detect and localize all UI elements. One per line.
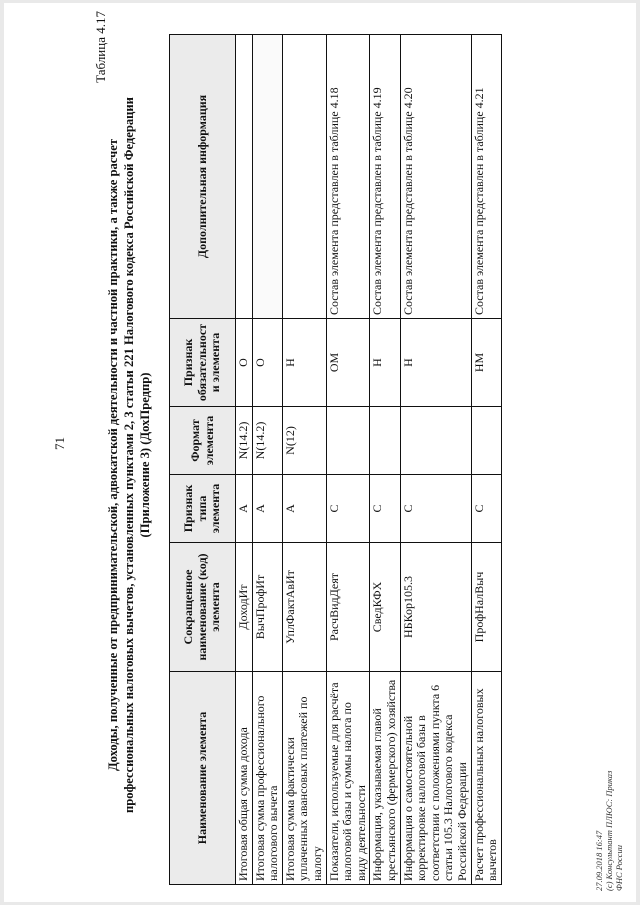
table-header-row: [170, 35, 236, 885]
cell-code: ВычПрофИт: [252, 543, 282, 672]
cell-type: С: [471, 475, 501, 543]
rotated-content: [93, 11, 613, 895]
cell-name: Информация, указываемая главой крестьянского (фермерского) хозяйства: [370, 672, 400, 885]
cell-code: СведКФХ: [370, 543, 400, 672]
page-number: 71: [52, 437, 67, 450]
heading-line-1: Доходы, полученные от предпринимательской, адвокатской деятельности и частной практики, а также расчет: [106, 138, 120, 772]
table-row: [236, 35, 253, 885]
cell-info: [252, 35, 282, 319]
cell-format: N(14.2): [236, 407, 253, 475]
stamp-line-1: 27.09.2018 16:47: [594, 830, 604, 891]
cell-required: Н: [370, 319, 400, 407]
cell-name: Показатели, используемые для расчёта налоговой базы и суммы налога по виду деятельности: [326, 672, 370, 885]
cell-code: ПрофНалВыч: [471, 543, 501, 672]
cell-info: Состав элемента представлен в таблице 4.20: [400, 35, 471, 319]
table-row: [252, 35, 282, 885]
column-header-format: Формат элемента: [170, 407, 236, 475]
cell-code: РасчВидДеят: [326, 543, 370, 672]
cell-format: N(14.2): [252, 407, 282, 475]
table-row: [326, 35, 370, 885]
cell-format: [400, 407, 471, 475]
cell-format: [370, 407, 400, 475]
cell-name: Итоговая общая сумма дохода: [236, 672, 253, 885]
cell-required: О: [236, 319, 253, 407]
cell-required: Н: [400, 319, 471, 407]
table-row: [282, 35, 326, 885]
cell-name: Итоговая сумма фактически уплаченных авансовых платежей по налогу: [282, 672, 326, 885]
cell-format: [326, 407, 370, 475]
cell-info: [282, 35, 326, 319]
cell-code: ДоходИт: [236, 543, 253, 672]
table-row: [370, 35, 400, 885]
cell-format: [471, 407, 501, 475]
table-row: [471, 35, 501, 885]
table-row: [400, 35, 471, 885]
cell-code: НБКор105.3: [400, 543, 471, 672]
cell-info: Состав элемента представлен в таблице 4.19: [370, 35, 400, 319]
cell-name: Информация о самостоятельной корректировке налоговой базы в соответствии с положениями пункта 6 статьи 105.3 Налогового кодекса Российской Федерации: [400, 672, 471, 885]
column-header-type: Признак типа элемента: [170, 475, 236, 543]
heading-line-2: профессиональных налоговых вычетов, установленных пунктами 2, 3 статьи 221 Налогового кодекса Российской Федерации: [122, 97, 136, 813]
table-heading: [105, 15, 153, 895]
cell-type: А: [236, 475, 253, 543]
cell-info: Состав элемента представлен в таблице 4.18: [326, 35, 370, 319]
document-page: [4, 3, 636, 902]
cell-name: Итоговая сумма профессионального налогового вычета: [252, 672, 282, 885]
column-header-code: Сокращенное наименование (код) элемента: [170, 543, 236, 672]
cell-format: N(12): [282, 407, 326, 475]
cell-required: О: [252, 319, 282, 407]
elements-table: [169, 34, 502, 885]
cell-required: НМ: [471, 319, 501, 407]
column-header-info: Дополнительная информация: [170, 35, 236, 319]
footer-stamp: [594, 751, 624, 891]
cell-info: [236, 35, 253, 319]
cell-required: ОМ: [326, 319, 370, 407]
cell-required: Н: [282, 319, 326, 407]
cell-type: С: [370, 475, 400, 543]
stamp-line-2: (с) Консультант ПЛЮС: Приказ ФНС России: [604, 770, 624, 891]
cell-name: Расчет профессиональных налоговых вычетов: [471, 672, 501, 885]
cell-type: А: [252, 475, 282, 543]
column-header-name: Наименование элемента: [170, 672, 236, 885]
cell-type: С: [400, 475, 471, 543]
heading-line-3: (Приложение 3) (ДохПредпр): [138, 372, 152, 538]
cell-info: Состав элемента представлен в таблице 4.21: [471, 35, 501, 319]
cell-code: УплФактАвИт: [282, 543, 326, 672]
cell-type: А: [282, 475, 326, 543]
column-header-required: Признак обязательности элемента: [170, 319, 236, 407]
cell-type: С: [326, 475, 370, 543]
table-label: Таблица 4.17: [93, 11, 108, 83]
